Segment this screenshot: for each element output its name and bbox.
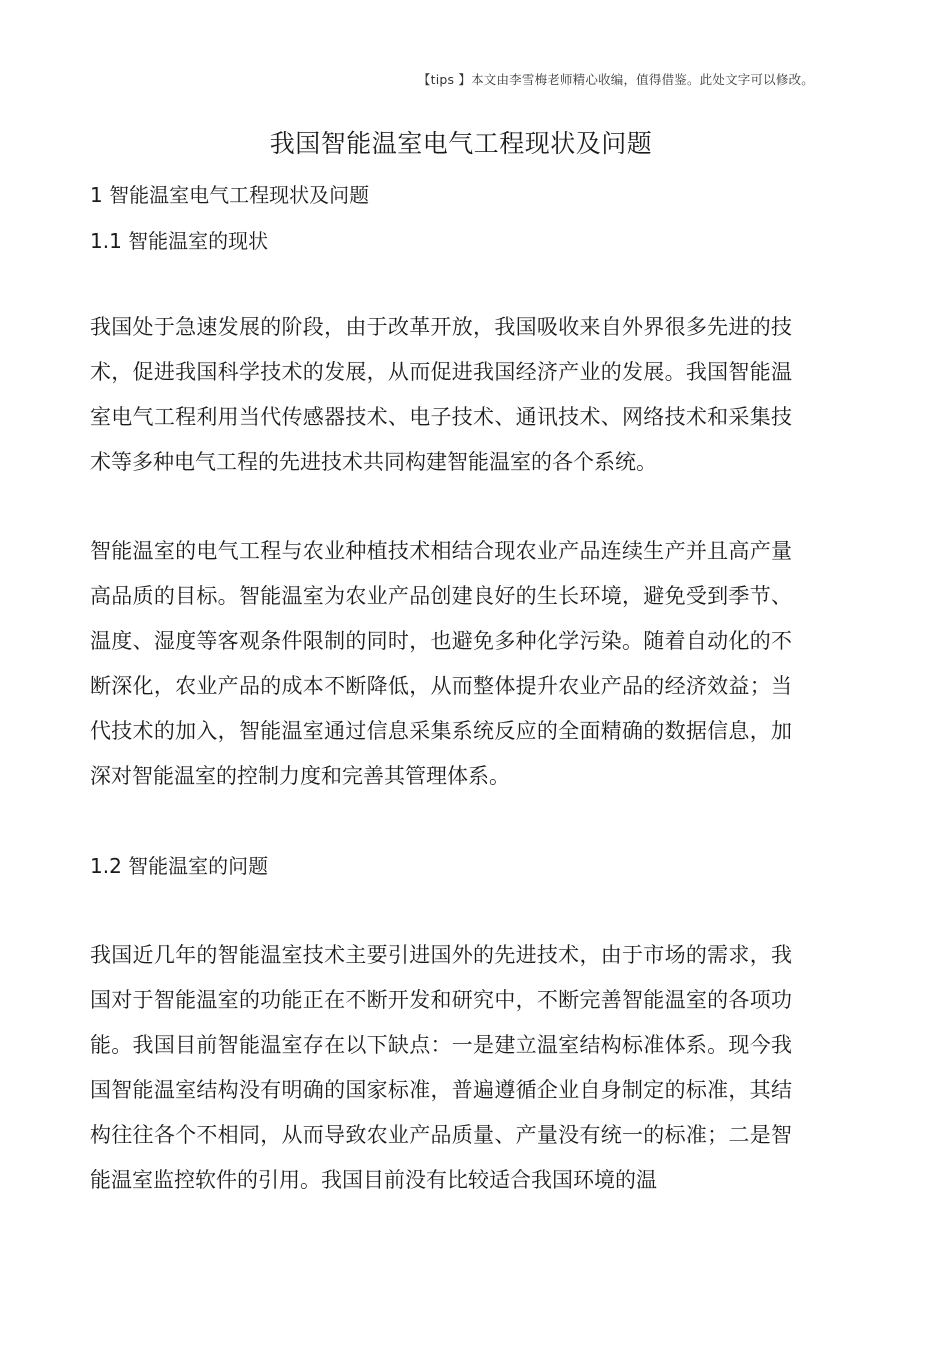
section-1-2-heading: 1.2 智能温室的问题 [90, 854, 269, 878]
section-1-heading: 1 智能温室电气工程现状及问题 [90, 183, 370, 207]
paragraph-3: 我国近几年的智能温室技术主要引进国外的先进技术，由于市场的需求，我国对于智能温室的功能正在不断开发和研究中，不断完善智能温室的各项功能。我国目前智能温室存在以下缺点：一是建立温室结构标准体系。现今我国智能温室结构没有明确的国家标准，普遍遵循企业自身制定的标准，其结构往往各个不相同，从而导致农业产品质量、产量没有统一的标准；二是智能温室监控软件的引用。我国目前没有比较适合我国环境的温 [90, 943, 792, 1192]
paragraph-2: 智能温室的电气工程与农业种植技术相结合现农业产品连续生产并且高产量高品质的目标。智能温室为农业产品创建良好的生长环境，避免受到季节、温度、湿度等客观条件限制的同时，也避免多种化学污染。随着自动化的不断深化，农业产品的成本不断降低，从而整体提升农业产品的经济效益；当代技术的加入，智能温室通过信息采集系统反应的全面精确的数据信息，加深对智能温室的控制力度和完善其管理体系。 [90, 539, 792, 788]
paragraph-1: 我国处于急速发展的阶段，由于改革开放，我国吸收来自外界很多先进的技术，促进我国科学技术的发展，从而促进我国经济产业的发展。我国智能温室电气工程利用当代传感器技术、电子技术、通讯技术、网络技术和采集技术等多种电气工程的先进技术共同构建智能温室的各个系统。 [90, 315, 792, 474]
tips-header: 【tips 】本文由李雪梅老师精心收编，值得借鉴。此处文字可以修改。 [417, 72, 814, 87]
section-1-1-heading: 1.1 智能温室的现状 [90, 229, 269, 253]
document-title: 我国智能温室电气工程现状及问题 [269, 129, 653, 158]
